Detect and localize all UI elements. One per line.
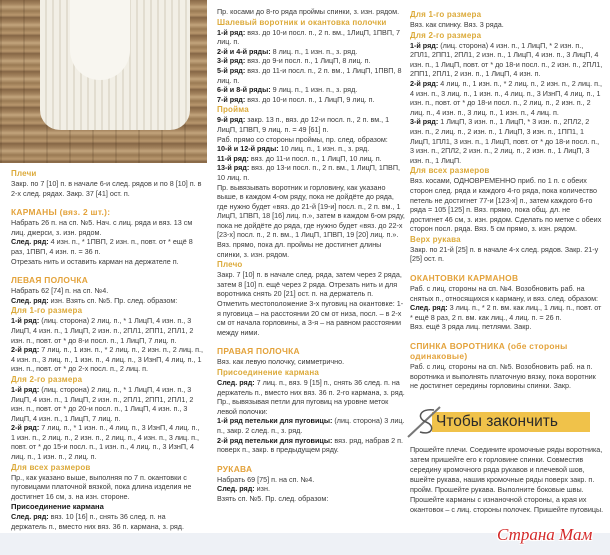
row-label: 13-й ряд: — [217, 163, 250, 173]
finish-title: Чтобы закончить — [436, 413, 558, 430]
finish-banner-box — [432, 412, 590, 432]
row-label: 2-й ряд: — [410, 78, 439, 88]
row-label: 1-й ряд петельки для пуговицы: — [217, 416, 333, 426]
row-label: 1-й ряд: — [410, 40, 439, 50]
paragraph — [217, 56, 405, 66]
row-text: 8 лиц. п., 1 изн. п., з. ряд. — [270, 46, 358, 56]
row-label: 5-й ряд: — [217, 65, 246, 75]
paragraph — [410, 79, 604, 117]
row-label: След. ряд: — [11, 512, 49, 522]
paragraph — [11, 237, 203, 256]
paragraph: Набрать 69 [75] п. на сп. №4. — [217, 474, 315, 484]
row-label: 11-й ряд: — [217, 153, 249, 163]
paragraph: Раб. прямо со стороны проймы, пр. след. образом: — [217, 134, 388, 144]
row-label: 1-й ряд: — [11, 384, 40, 394]
row-text: вяз. до 10-и посл. п., 2 п. вм., 1ЛицП, 1ПВП, 7 лиц. п. — [217, 27, 400, 47]
paragraph — [11, 512, 203, 531]
paragraph — [217, 163, 405, 182]
row-label: След. ряд: — [410, 303, 448, 313]
shawl-collar — [70, 0, 130, 80]
row-label: След. ряд: — [217, 484, 255, 494]
paragraph: Закр. 7 [10] п. в начале след. ряда, затем через 2 ряда, затем 8 [10] п. ещё через 2 ряда. Отрезать нить и для воротника снять 20 [21] ост. п. на держатель п. Отметить местоположение 3-х пуговиц на окантовке: 1-я пуговица – на расстоянии 20 см от низа, посл. – в 2-х см от начала горловины, а 3-я – на равном расстоянии между ними. — [217, 270, 404, 337]
section-heading: КАРМАНЫ (вяз. 2 шт.): — [11, 207, 111, 218]
paragraph: Пр. косами до 8-го ряда проймы спинки, з. изн. рядом. — [217, 7, 400, 16]
row-label: 1-й ряд: — [217, 27, 246, 37]
row-text: вяз. до 9-и посл. п., 1 ЛицП, 8 лиц. п. — [245, 56, 371, 66]
row-text: 4 изн. п., * 1ПВП, 2 изн. п., повт. от * ещё 8 раз, 1ПВП, 4 изн. п. = 36 п. — [11, 237, 193, 256]
paragraph: Раб. с лиц. стороны на сп. №5. Возобновить раб. на п. воротника и выполнять платочную вязку, пока воротник не достигнет середины горловины спинки. Закр. — [410, 362, 596, 391]
row-text: (лиц. сторона) 4 изн. п., 1 ЛицП, * 2 изн. п., 2ПЛ1, 2ПП1, 2ПЛ1, 2 изн. п., 1 ЛицП, 4 изн. п., 3 ЛицП, 4 изн. п., 1 ЛицП, повт. от * до 18-и посл. п., 2 изн. п., 2ПЛ1, 2ПП1, 2ПЛ1, 2 изн. п., 1 ЛицП, 4 изн. п. — [410, 40, 603, 79]
subsection-heading: Для 1-го размера — [410, 10, 482, 19]
section-heading: РУКАВА — [217, 463, 253, 474]
row-text: 4 лиц. п., 1 изн. п., * 2 лиц. п., 2 изн. п., 2 лиц. п., 4 изн. п., 3 лиц. п., 1 изн. п., 4 лиц. п., 3 ИзнП, 4 лиц. п., 1 изн. п., повт. от * до 18-и посл. п., 2 лиц. п., 2 изн. п., 2 лиц. п., 4 изн. п., 3 лиц. п., 1 изн. п., 4 лиц. п. — [410, 78, 602, 117]
subsection-heading: Верх рукава — [410, 234, 461, 244]
row-text: 3 лиц. п., * 2 п. вм. как лиц., 1 лиц. п., повт. от * ещё 8 раз, 2 п. вм. как лиц., 4 лиц. п. = 26 п. — [410, 303, 602, 322]
row-label: 2-й ряд: — [11, 345, 40, 355]
paragraph: Набрать 62 [74] п. на сп. №4. — [11, 286, 109, 296]
row-text: 10 лиц. п., 1 изн. п., з. ряд. — [278, 144, 370, 154]
section-heading: ОКАНТОВКИ КАРМАНОВ — [410, 273, 519, 284]
row-text: 1 ЛицП, 3 изн. п., 1 ЛицП, * 3 изн. п., 2ПЛ2, 2 изн. п., 2 лиц. п., 2 изн. п., 1 ЛицП, 3 изн. п., 1ПП1, 1 ЛицП, 1ПЛ1, 3 изн. п., 1 ЛицП, повт. от * до 18-и посл. п., 3 изн. п., 2ПЛ2, 2 изн. п., 2 лиц. п., 2 изн. п., 1 ЛицП, 3 изн. п., 1 ЛицП. — [410, 117, 600, 165]
paragraph: Отрезать нить и оставить карман на держателе п. — [11, 256, 179, 266]
column-3 — [410, 9, 604, 391]
paragraph — [11, 316, 203, 345]
paragraph: Раб. с лиц. стороны на сп. №4. Возобновить раб. на снятых п., относящихся к карману, и вяз. след. образом: — [410, 284, 599, 303]
column-1 — [11, 168, 203, 531]
row-text: 7 лиц. п., 1 изн. п., * 2 лиц. п., 2 изн. п., 2 лиц. п., 4 изн. п., 3 лиц. п., 1 изн. п., 4 лиц. п., 3 ИзнП, 4 лиц. п., 1 изн. п., повт. от * до 2-х посл. п., 2 лиц. п. — [11, 345, 203, 374]
paragraph — [11, 296, 203, 306]
paragraph — [217, 115, 405, 134]
paragraph — [217, 154, 405, 164]
row-text: закр. 13 п., вяз. до 12-и посл. п., 2 п. вм., 1 ЛицП, 1ПВП, 9 лиц. п. = 49 [61] п. — [217, 115, 390, 134]
column-2 — [217, 7, 405, 504]
row-text: (лиц. сторона) 3 лиц. п., закр. 2 след. п., з. ряд. — [217, 416, 405, 435]
row-label: 3-й ряд: — [217, 56, 246, 66]
row-label: 2-й и 4-й ряды: — [217, 46, 271, 56]
paragraph — [410, 303, 604, 322]
row-label: 2-й ряд петельки для пуговицы: — [217, 435, 333, 445]
row-label: 2-й ряд: — [11, 423, 40, 433]
garment-photo — [0, 0, 207, 163]
row-label: След. ряд: — [11, 237, 49, 247]
paragraph — [11, 345, 203, 374]
row-text: вяз. до 13-и посл. п., 2 п. вм., 1 ЛицП, 1ПВП, 10 лиц. п. — [217, 163, 400, 182]
row-text: вяз. ряд, набрав 2 п. поверх п., закр. в предыдущем ряду. — [217, 435, 404, 455]
paragraph — [217, 416, 405, 435]
paragraph — [217, 47, 405, 57]
bold-subheading: Присоединение кармана — [11, 502, 104, 512]
paragraph — [217, 378, 405, 397]
paragraph — [217, 66, 405, 85]
paragraph: Набрать 26 п. на сп. №5. Нач. с лиц. ряда и вяз. 13 см лиц. джерси, з. изн. рядом. — [11, 218, 193, 237]
subsection-heading: Пройма — [217, 105, 249, 115]
row-label: 6-й и 8-й ряды: — [217, 85, 271, 95]
paragraph — [217, 95, 405, 105]
paragraph — [217, 85, 405, 95]
subsection-heading: Для 2-го размера — [410, 30, 482, 40]
paragraph: Вяз. как левую полочку, симметрично. — [217, 357, 345, 367]
subsection-heading: Для всех размеров — [11, 462, 91, 472]
subsection-heading: Для всех размеров — [410, 166, 490, 176]
paragraph: Закр. по 7 [10] п. в начале 6-и след. рядов и по 8 [10] п. в 2-х след. рядах. Закр. 37 [41] ост. п. — [11, 179, 202, 198]
section-heading: СПИНКА ВОРОТНИКА (обе стороны одинаковые) — [410, 341, 568, 362]
watermark-logo: Страна Мам — [497, 525, 593, 544]
paragraph — [217, 436, 405, 455]
paragraph: Взять сп. №5. Пр. след. образом: — [217, 493, 329, 503]
paragraph — [217, 484, 405, 494]
paragraph: Вяз. косами, ОДНОВРЕМЕННО приб. по 1 п. с обеих сторон след. ряда и каждого 4-го ряда, пока количество петель не достигнет 77-и [123-х] п., затем каждого 6-го ряда = 105 [125] п. Вяз. прямо, пока общ. дл. не достигнет 46 см, з. изн. рядом. Сделать по метке с обеих сторон посл. ряда. Вяз. 5 см прямо, з. изн. рядом. — [410, 176, 602, 234]
paragraph: Вяз. ещё 3 ряда лиц. петлями. Закр. — [410, 322, 532, 332]
row-text: вяз. до 11-и посл. п., 1 ЛицП, 10 лиц. п. — [248, 153, 382, 163]
section-heading: ЛЕВАЯ ПОЛОЧКА — [11, 275, 89, 286]
row-text: вяз. 10 [16] п., снять 36 след. п. на держатель п., вместо них вяз. 36 п. кармана, з. ряд. — [11, 512, 184, 531]
subsection-heading: Для 2-го размера — [11, 374, 83, 384]
needle-thread-icon — [404, 404, 448, 440]
subsection-heading: Шалевый воротник и окантовка полочки — [217, 17, 387, 27]
row-text: изн. — [254, 484, 270, 494]
row-text: изн. Взять сп. №5. Пр. след. образом: — [48, 295, 178, 305]
subsection-heading: Плечо — [217, 260, 243, 270]
paragraph — [11, 385, 203, 423]
row-text: 7 лиц. п., * 1 изн. п., 4 лиц. п., 3 ИзнП, 4 лиц. п., 1 изн. п., 2 лиц. п., 2 изн. п., 2 лиц. п., 4 изн. п., 3 лиц. п., повт. от * до 15-и посл. п., 1 изн. п., 4 лиц. п., 3 ИзнП, 4 лиц. п., 1 изн. п., 2 лиц. п. — [11, 423, 200, 462]
row-text: 7 лиц. п., вяз. 9 [15] п., снять 36 след. п. на держатель п., вместо них вяз. 36 п. 2-го кармана, з. ряд. — [217, 378, 405, 397]
row-label: След. ряд: — [217, 378, 255, 387]
row-label: 1-й ряд: — [11, 316, 40, 326]
row-label: 10-й и 12-й ряды: — [217, 144, 279, 154]
row-label: 3-й ряд: — [410, 117, 439, 127]
paragraph — [410, 117, 604, 165]
row-label: 9-й ряд: — [217, 115, 246, 125]
row-text: вяз. до 10-и посл. п., 1 ЛицП, 9 лиц. п. — [245, 94, 375, 104]
subsection-heading: Плечи — [11, 169, 37, 178]
finish-banner — [404, 404, 604, 440]
subsection-heading: Присоединение кармана — [217, 368, 320, 377]
section-heading: ПРАВАЯ ПОЛОЧКА — [217, 346, 300, 357]
paragraph: Вяз. как спинку. Вяз. 3 ряда. — [410, 20, 504, 29]
finish-text: Прошейте плечи. Соедините кромочные ряды воротника, затем пришейте его к горловине спинки. Совместив середину кромочного ряда рукавов и плечевой шов, вшейте рукава, нашив кромочные ряды поверх закр. п. пройм. Прошейте рукава. Выполните боковые швы. Прошейте карманы с изнаночной стороны, а края их окантовок – с лиц. стороны полочек. Пришейте пуговицы. — [410, 445, 604, 514]
paragraph — [217, 28, 405, 47]
paragraph: Пр., как указано выше, выполняя по 7 п. окантовки с пуговицами платочной вязкой, пока длина изделия не достигнет 16 см, з. на изн. стороне. — [11, 472, 192, 501]
paragraph — [410, 41, 604, 79]
row-label: 7-й ряд: — [217, 94, 246, 104]
paragraph: Закр. по 21-й [25] п. в начале 4-х след. рядов. Закр. 21-у [25] ост. п. — [410, 244, 599, 264]
paragraph: Пр. вывязывать воротник и горловину, как указано выше, в каждом 4-ом ряду, пока не дойдёте до ряда, где нужно будет «вяз. до 21-й [19-и] посл. п., 2 п. вм., 1 ЛицП, 1ПВП, 18 [16] лиц. п.», затем в каждом 6-ом ряду, пока не дойдёте до ряда, где нужно будет «вяз. до 22-х [23-х] посл. п., 2 п. вм., 1 ЛицП, 1ПВП, 19 [20] лиц. п.». Вяз. прямо, пока дл. проймы не достигнет длины спинки, з. изн. рядом. — [217, 182, 405, 259]
row-text: (лиц. сторона) 2 лиц. п., * 1 ЛицП, 4 изн. п., 3 ЛицП, 4 изн. п., 1 ЛицП, 2 изн. п., 2ПЛ1, 2ПП1, 2ПЛ1, 2 изн. п., повт. от * до 20-и посл. п., 1 ЛицП, 4 изн. п., 3 ЛицП, 4 изн. п., 1 ЛицП, 7 лиц. п. — [11, 384, 194, 423]
row-label: След. ряд: — [11, 295, 49, 305]
paragraph — [11, 423, 203, 461]
subsection-heading: Для 1-го размера — [11, 306, 83, 316]
row-text: (лиц. сторона) 2 лиц. п., * 1 ЛицП, 4 изн. п., 3 ЛицП, 4 изн. п., 1 ЛицП, 2 изн. п., 2ПЛ1, 2ПП1, 2ПЛ1, 2 изн. п., повт. от * до 8-и посл. п., 1 ЛицП, 7 лиц. п. — [11, 316, 194, 345]
paragraph — [217, 144, 405, 154]
row-text: вяз. до 11-и посл. п., 2 п. вм., 1 ЛицП, 1ПВП, 8 лиц. п. — [217, 65, 402, 85]
row-text: 9 лиц. п., 1 изн. п., з. ряд. — [270, 85, 358, 95]
paragraph: Пр., вывязывая петли для пуговиц на уровне меток левой полочки: — [217, 397, 389, 416]
